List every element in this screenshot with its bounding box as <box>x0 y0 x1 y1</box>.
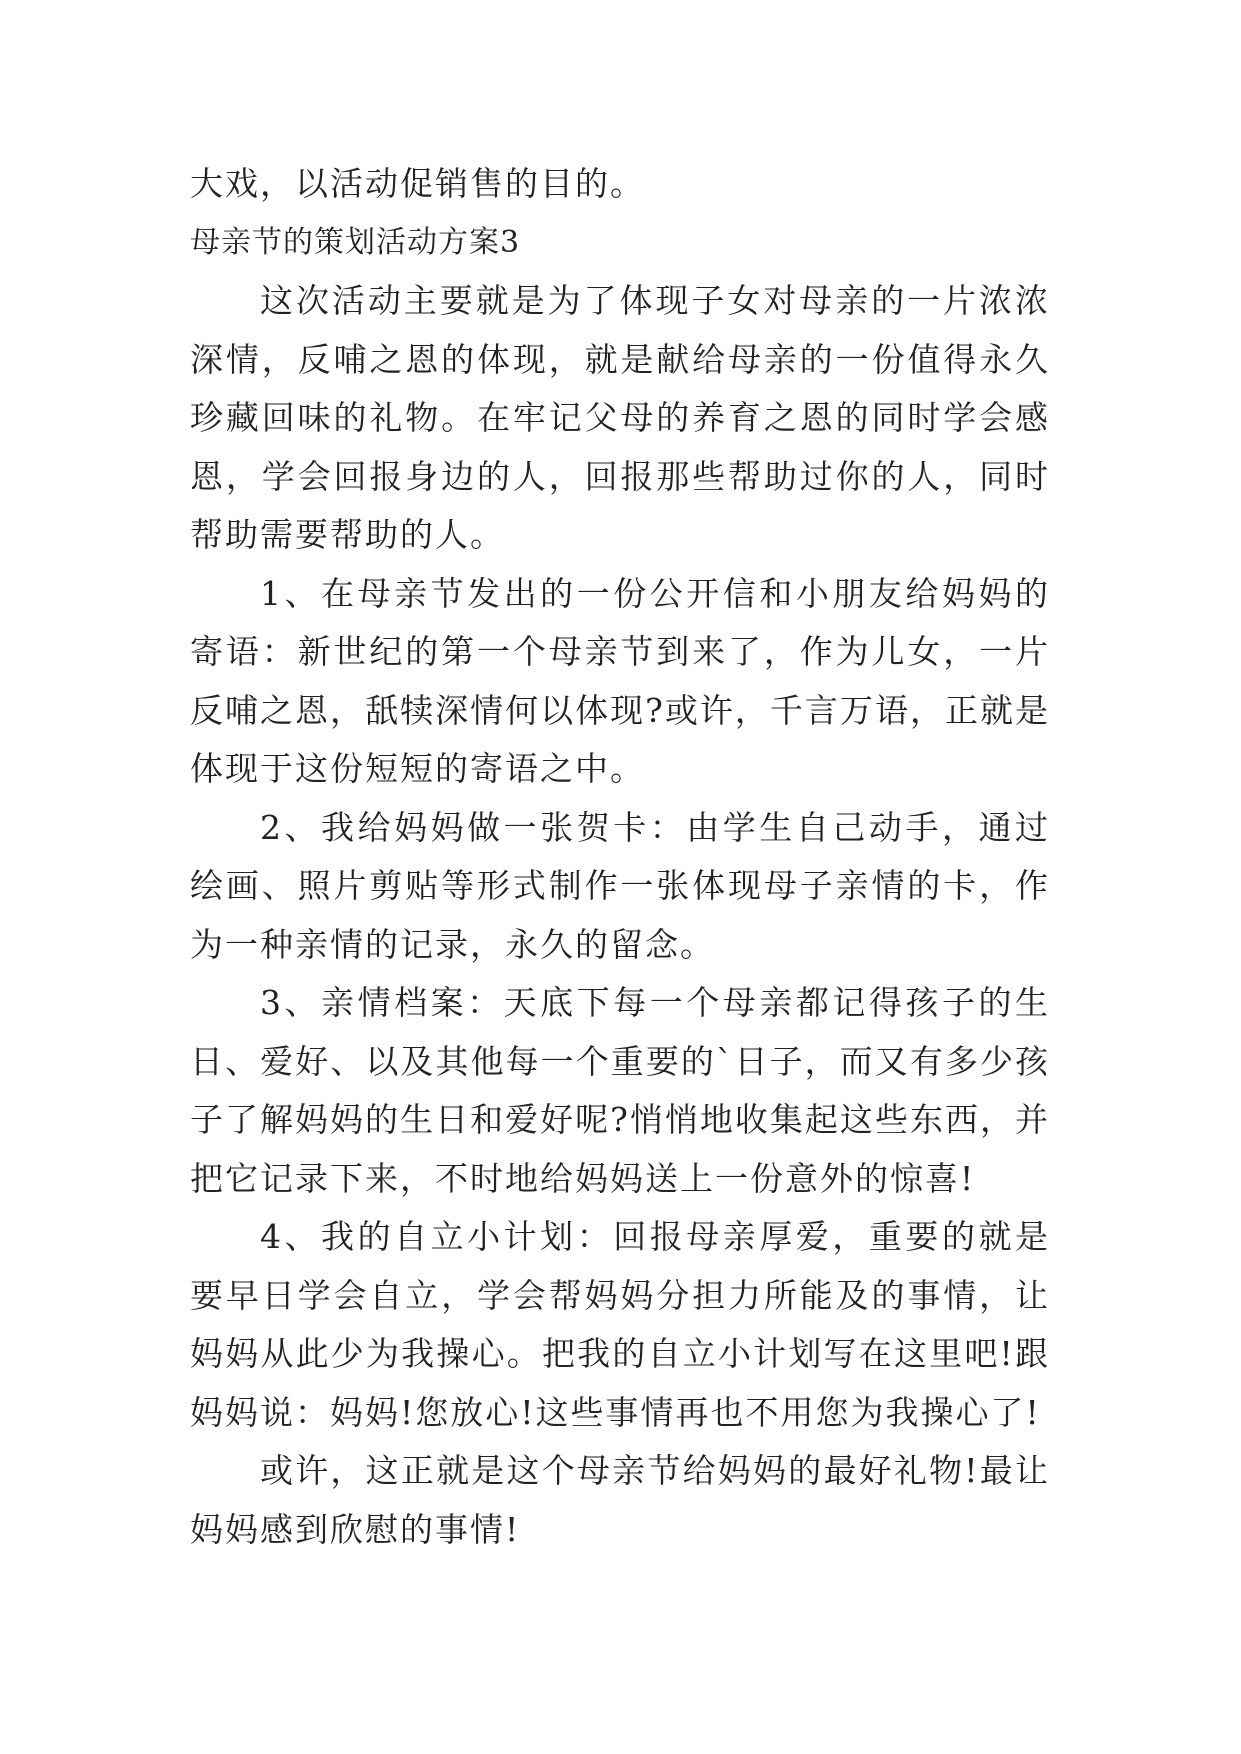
document-body <box>190 155 1050 1559</box>
paragraph-item-1: 1、在母亲节发出的一份公开信和小朋友给妈妈的寄语：新世纪的第一个母亲节到来了，作为儿女，一片反哺之恩，舐犊深情何以体现?或许，千言万语，正就是体现于这份短短的寄语之中。 <box>190 573 1050 788</box>
paragraph-intro: 这次活动主要就是为了体现子女对母亲的一片浓浓深情，反哺之恩的体现，就是献给母亲的一份值得永久珍藏回味的礼物。在牢记父母的养育之恩的同时学会感恩，学会回报身边的人，回报那些帮助过你的人，同时帮助需要帮助的人。 <box>190 281 1050 554</box>
paragraph-item-2: 2、我给妈妈做一张贺卡：由学生自己动手，通过绘画、照片剪贴等形式制作一张体现母子亲情的卡，作为一种亲情的记录，永久的留念。 <box>190 807 1050 964</box>
section-heading: 母亲节的策划活动方案3 <box>190 224 521 260</box>
continuation-line: 大戏，以活动促销售的目的。 <box>190 164 645 203</box>
paragraph-item-4: 4、我的自立小计划：回报母亲厚爱，重要的就是要早日学会自立，学会帮妈妈分担力所能及的事情，让妈妈从此少为我操心。把我的自立小计划写在这里吧!跟妈妈说：妈妈!您放心!这些事情再也不用您为我操心了! <box>190 1217 1050 1432</box>
paragraph-item-3: 3、亲情档案：天底下每一个母亲都记得孩子的生日、爱好、以及其他每一个重要的`日子，而又有多少孩子了解妈妈的生日和爱好呢?悄悄地收集起这些东西，并把它记录下来，不时地给妈妈送上一份意外的惊喜! <box>190 983 1050 1198</box>
paragraph-closing: 或许，这正就是这个母亲节给妈妈的最好礼物!最让妈妈感到欣慰的事情! <box>190 1451 1050 1549</box>
